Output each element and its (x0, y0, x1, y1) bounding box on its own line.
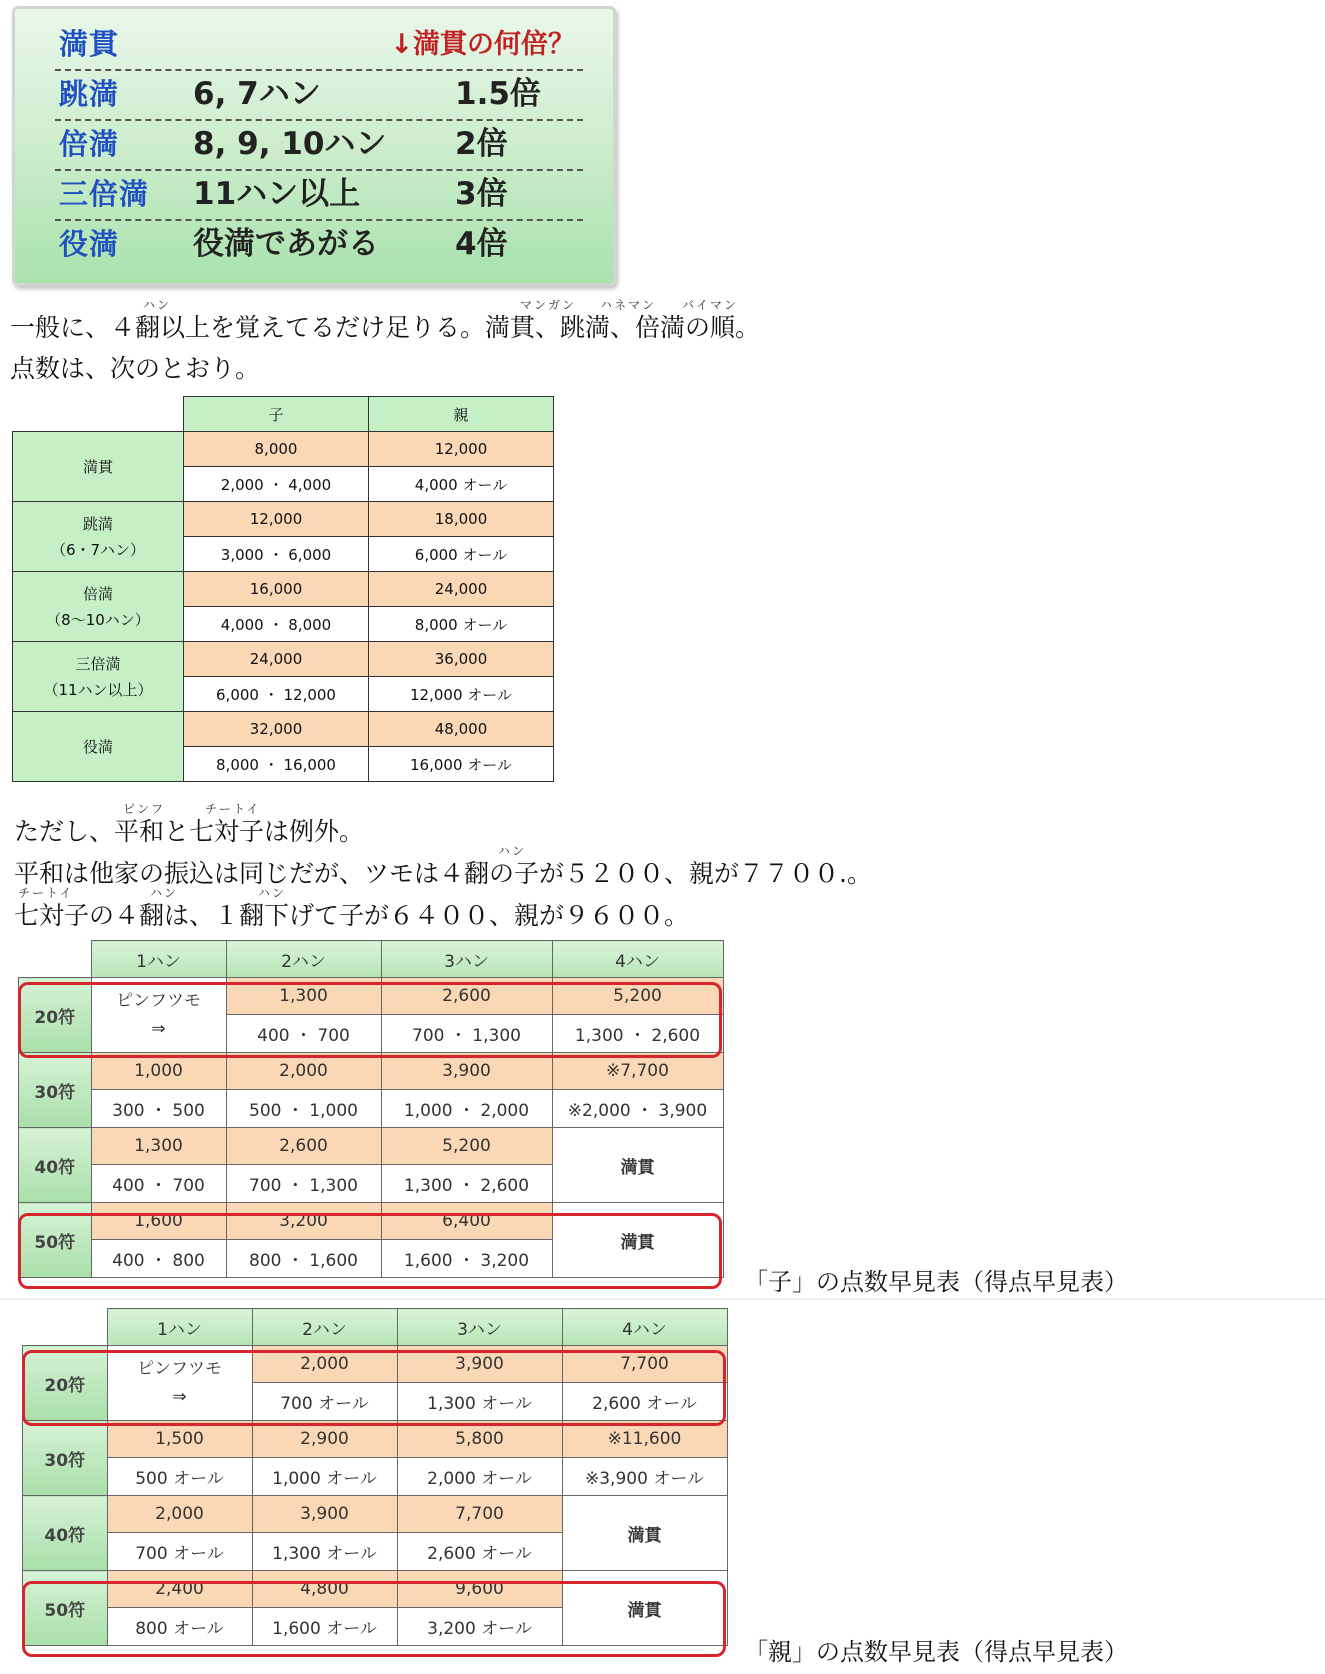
tsumo-value: 700 オール (107, 1533, 252, 1571)
ruby-text: ハン (143, 298, 172, 312)
tsumo-value: 1,600 ・ 3,200 (381, 1240, 552, 1278)
child-tsumo: 4,000 ・ 8,000 (184, 607, 369, 642)
multiplier-header: ↓満貫の何倍？ (390, 29, 575, 60)
child-ron: 8,000 (184, 432, 369, 467)
limit-name: 三倍満 (59, 177, 150, 211)
parent-tsumo: 8,000 オール (369, 607, 554, 642)
parent-ron: 24,000 (369, 572, 554, 607)
parent-table-caption: 「親」の点数早見表（得点早見表） (744, 1638, 1128, 1666)
ron-value: 2,000 (252, 1346, 397, 1383)
tsumo-value: 400 ・ 700 (226, 1015, 381, 1053)
tsumo-value: 2,000 オール (397, 1458, 562, 1496)
tsumo-value: 300 ・ 500 (91, 1090, 226, 1128)
tsumo-value: 500 ・ 1,000 (226, 1090, 381, 1128)
ruby-text: チートイ (18, 886, 74, 900)
ron-value: 5,800 (397, 1421, 562, 1458)
highlight-frame (22, 1350, 726, 1426)
ron-value: 1,000 (91, 1053, 226, 1090)
tsumo-value: 500 オール (107, 1458, 252, 1496)
tsumo-value: 1,600 オール (252, 1608, 397, 1646)
parent-tsumo: 6,000 オール (369, 537, 554, 572)
tsumo-value: 1,300 オール (252, 1533, 397, 1571)
limit-name-cell: 満貫 (13, 432, 184, 502)
tsumo-value: 700 オール (252, 1383, 397, 1421)
mangan-cell: 満貫 (552, 1203, 723, 1278)
ron-value: 7,700 (562, 1346, 727, 1383)
ron-value: 2,000 (226, 1053, 381, 1090)
child-ron: 12,000 (184, 502, 369, 537)
ron-value: 3,900 (381, 1053, 552, 1090)
ron-value: 5,200 (552, 978, 723, 1015)
limit-header-row (55, 19, 583, 71)
intro-line: 点数は、次のとおり。 (10, 354, 261, 383)
child-ron: 32,000 (184, 712, 369, 747)
ruby-text: チートイ (205, 802, 261, 816)
parent-ron: 36,000 (369, 642, 554, 677)
parent-ron: 12,000 (369, 432, 554, 467)
han-header: 4ハン (562, 1309, 727, 1346)
parent-ron: 48,000 (369, 712, 554, 747)
fu-label: 50符 (23, 1571, 108, 1646)
ron-value: 5,200 (381, 1128, 552, 1165)
tsumo-value: 2,600 オール (562, 1383, 727, 1421)
ruby-text: ハン (498, 844, 527, 858)
limit-row (55, 119, 583, 171)
han-header: 4ハン (552, 941, 723, 978)
fu-label: 20符 (23, 1346, 108, 1421)
mangan-cell: 満貫 (552, 1128, 723, 1203)
fu-label: 20符 (19, 978, 92, 1053)
ruby-text: ピンフ (123, 802, 166, 816)
limit-row (55, 219, 583, 269)
limit-han: 11ハン以上 (193, 176, 361, 212)
ron-value: 2,600 (381, 978, 552, 1015)
han-header: 1ハン (91, 941, 226, 978)
limit-name: 倍満 (59, 127, 120, 161)
limit-name-cell: 跳満 （6・7ハン） (13, 502, 184, 572)
fu-label: 50符 (19, 1203, 92, 1278)
ron-value: ※11,600 (562, 1421, 727, 1458)
limit-han: 6, 7ハン (193, 76, 321, 112)
ruby-text: ハネマン (600, 298, 657, 312)
ruby-text: ハン (150, 886, 179, 900)
child-tsumo: 8,000 ・ 16,000 (184, 747, 369, 782)
highlight-frame (18, 982, 722, 1058)
section-divider (0, 1298, 1325, 1300)
tsumo-value: 700 ・ 1,300 (226, 1165, 381, 1203)
ron-value: 1,300 (91, 1128, 226, 1165)
ron-value: 1,300 (226, 978, 381, 1015)
tsumo-value: 800 オール (107, 1608, 252, 1646)
tsumo-value: 1,300 オール (397, 1383, 562, 1421)
ron-value: 2,600 (226, 1128, 381, 1165)
tsumo-value: 1,000 ・ 2,000 (381, 1090, 552, 1128)
fu-label: 40符 (23, 1496, 108, 1571)
child-ron: 16,000 (184, 572, 369, 607)
ron-value: 2,000 (107, 1496, 252, 1533)
limit-name: 跳満 (59, 77, 120, 111)
limit-multiplier-box (12, 6, 616, 286)
tsumo-value: ※2,000 ・ 3,900 (552, 1090, 723, 1128)
tsumo-value: 1,300 ・ 2,600 (381, 1165, 552, 1203)
mangan-cell: 満貫 (562, 1571, 727, 1646)
table-corner (13, 397, 184, 432)
limit-row (55, 69, 583, 121)
highlight-frame (18, 1213, 722, 1289)
pinfu-tsumo-cell: ピンフツモ ⇒ (107, 1346, 252, 1421)
limit-name: 満貫 (59, 27, 120, 61)
pinfu-line: 平和は他家の振込は同じだが、ツモは４翻の子が５２００、親が７７００.。 (14, 859, 872, 888)
ron-value: 9,600 (397, 1571, 562, 1608)
limit-multiplier: 4倍 (455, 226, 508, 262)
tsumo-value: 2,600 オール (397, 1533, 562, 1571)
mangan-cell: 満貫 (562, 1496, 727, 1571)
ron-value: 1,500 (107, 1421, 252, 1458)
child-tsumo: 3,000 ・ 6,000 (184, 537, 369, 572)
ron-value: 3,200 (226, 1203, 381, 1240)
tsumo-value: 1,000 オール (252, 1458, 397, 1496)
parent-tsumo: 16,000 オール (369, 747, 554, 782)
limit-row (55, 169, 583, 221)
ron-value: 4,800 (252, 1571, 397, 1608)
tsumo-value: 700 ・ 1,300 (381, 1015, 552, 1053)
column-header-parent: 親 (369, 397, 554, 432)
limit-han: 8, 9, 10ハン (193, 126, 387, 162)
limit-name: 役満 (59, 227, 120, 261)
tsumo-value: 400 ・ 800 (91, 1240, 226, 1278)
fu-label: 30符 (23, 1421, 108, 1496)
chiitoi-line: 七対子の４翻は、１翻下げて子が６４００、親が９６００。 (14, 901, 690, 930)
limit-name-cell: 役満 (13, 712, 184, 782)
ron-value: 3,900 (397, 1346, 562, 1383)
parent-tsumo: 12,000 オール (369, 677, 554, 712)
ron-value: 7,700 (397, 1496, 562, 1533)
table-corner (23, 1309, 108, 1346)
parent-ron: 18,000 (369, 502, 554, 537)
child-tsumo: 2,000 ・ 4,000 (184, 467, 369, 502)
ron-value: 2,400 (107, 1571, 252, 1608)
han-header: 2ハン (226, 941, 381, 978)
tsumo-value: 400 ・ 700 (91, 1165, 226, 1203)
han-header: 3ハン (381, 941, 552, 978)
limit-name-cell: 三倍満 （11ハン以上） (13, 642, 184, 712)
ron-value: 3,900 (252, 1496, 397, 1533)
limit-multiplier: 1.5倍 (455, 76, 541, 112)
child-ron: 24,000 (184, 642, 369, 677)
limit-name-cell: 倍満 （8～10ハン） (13, 572, 184, 642)
ruby-text: マンガン (520, 298, 577, 312)
ron-value: 1,600 (91, 1203, 226, 1240)
han-header: 3ハン (397, 1309, 562, 1346)
limit-multiplier: 2倍 (455, 126, 508, 162)
fu-label: 40符 (19, 1128, 92, 1203)
tsumo-value: 800 ・ 1,600 (226, 1240, 381, 1278)
parent-tsumo: 4,000 オール (369, 467, 554, 502)
ruby-text: ハン (258, 886, 287, 900)
tsumo-value: 3,200 オール (397, 1608, 562, 1646)
han-header: 1ハン (107, 1309, 252, 1346)
tsumo-value: 1,300 ・ 2,600 (552, 1015, 723, 1053)
pinfu-tsumo-cell: ピンフツモ ⇒ (91, 978, 226, 1053)
ruby-text: バイマン (682, 298, 739, 312)
intro-line: 一般に、４翻以上を覚えてるだけ足りる。満貫、跳満、倍満の順。 (10, 313, 761, 342)
tsumo-value: ※3,900 オール (562, 1458, 727, 1496)
limit-multiplier: 3倍 (455, 176, 508, 212)
highlight-frame (22, 1581, 726, 1657)
ron-value: 2,900 (252, 1421, 397, 1458)
fu-label: 30符 (19, 1053, 92, 1128)
table-corner (19, 941, 92, 978)
limit-score-table (12, 396, 554, 782)
han-header: 2ハン (252, 1309, 397, 1346)
limit-han: 役満であがる (193, 226, 379, 262)
ron-value: 6,400 (381, 1203, 552, 1240)
child-table-caption: 「子」の点数早見表（得点早見表） (744, 1268, 1128, 1296)
column-header-child: 子 (184, 397, 369, 432)
ron-value: ※7,700 (552, 1053, 723, 1090)
child-tsumo: 6,000 ・ 12,000 (184, 677, 369, 712)
exception-line: ただし、平和と七対子は例外。 (14, 817, 365, 846)
